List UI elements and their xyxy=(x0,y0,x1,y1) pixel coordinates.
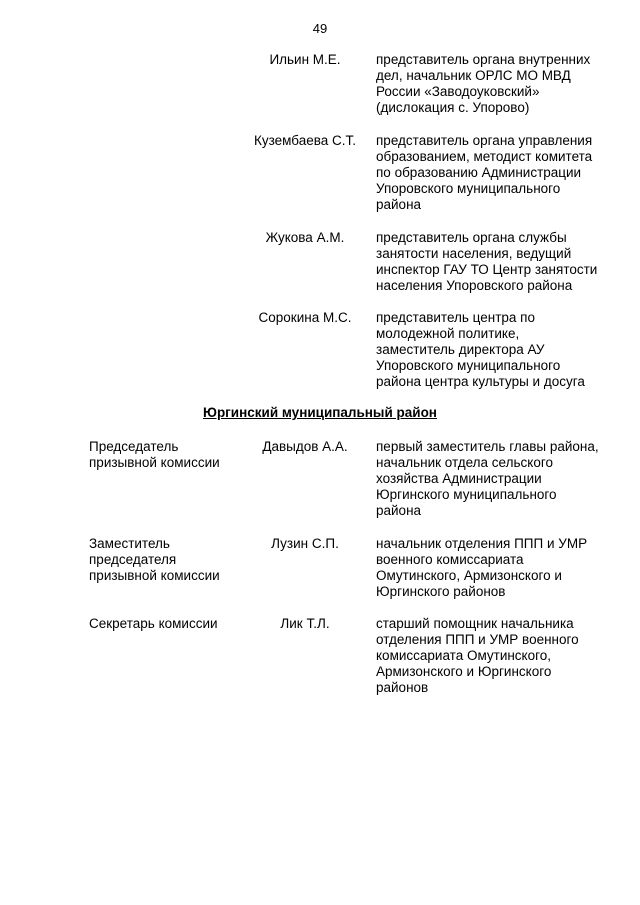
commission-role: Заместитель председателя призывной комиссии xyxy=(89,536,220,583)
member-name: Жукова А.М. xyxy=(265,230,345,245)
member-description: начальник отделения ППП и УМР военного комиссариата Омутинского, Армизонского и Юргинского районов xyxy=(376,536,588,599)
member-name: Сорокина М.С. xyxy=(258,310,352,325)
member-name: Давыдов А.А. xyxy=(262,439,348,454)
member-description: представитель центра по молодежной политике, заместитель директора АУ Упоровского муниципального района центра культуры и досуга xyxy=(376,310,585,389)
member-name: Ильин М.Е. xyxy=(269,52,341,67)
page-number: 49 xyxy=(312,21,328,36)
section-heading: Юргинский муниципальный район xyxy=(203,405,437,420)
member-name: Лузин С.П. xyxy=(271,536,339,551)
member-name: Кузембаева С.Т. xyxy=(253,133,356,148)
member-description: первый заместитель главы района, начальник отдела сельского хозяйства Администрации Юргинского муниципального района xyxy=(376,439,599,518)
commission-role: Секретарь комиссии xyxy=(89,616,218,631)
member-description: старший помощник начальника отделения ППП и УМР военного комиссариата Омутинского, Армизонского и Юргинского районов xyxy=(376,616,579,695)
member-name: Лик Т.Л. xyxy=(280,616,330,631)
member-description: представитель органа управления образованием, методист комитета по образованию Администрации Упоровского муниципального района xyxy=(376,133,593,212)
member-description: представитель органа службы занятости населения, ведущий инспектор ГАУ ТО Центр занятости населения Упоровского района xyxy=(376,230,598,293)
commission-role: Председатель призывной комиссии xyxy=(89,439,220,470)
member-description: представитель органа внутренних дел, начальник ОРЛС МО МВД России «Заводоуковский» (дислокация с. Упорово) xyxy=(376,52,591,115)
